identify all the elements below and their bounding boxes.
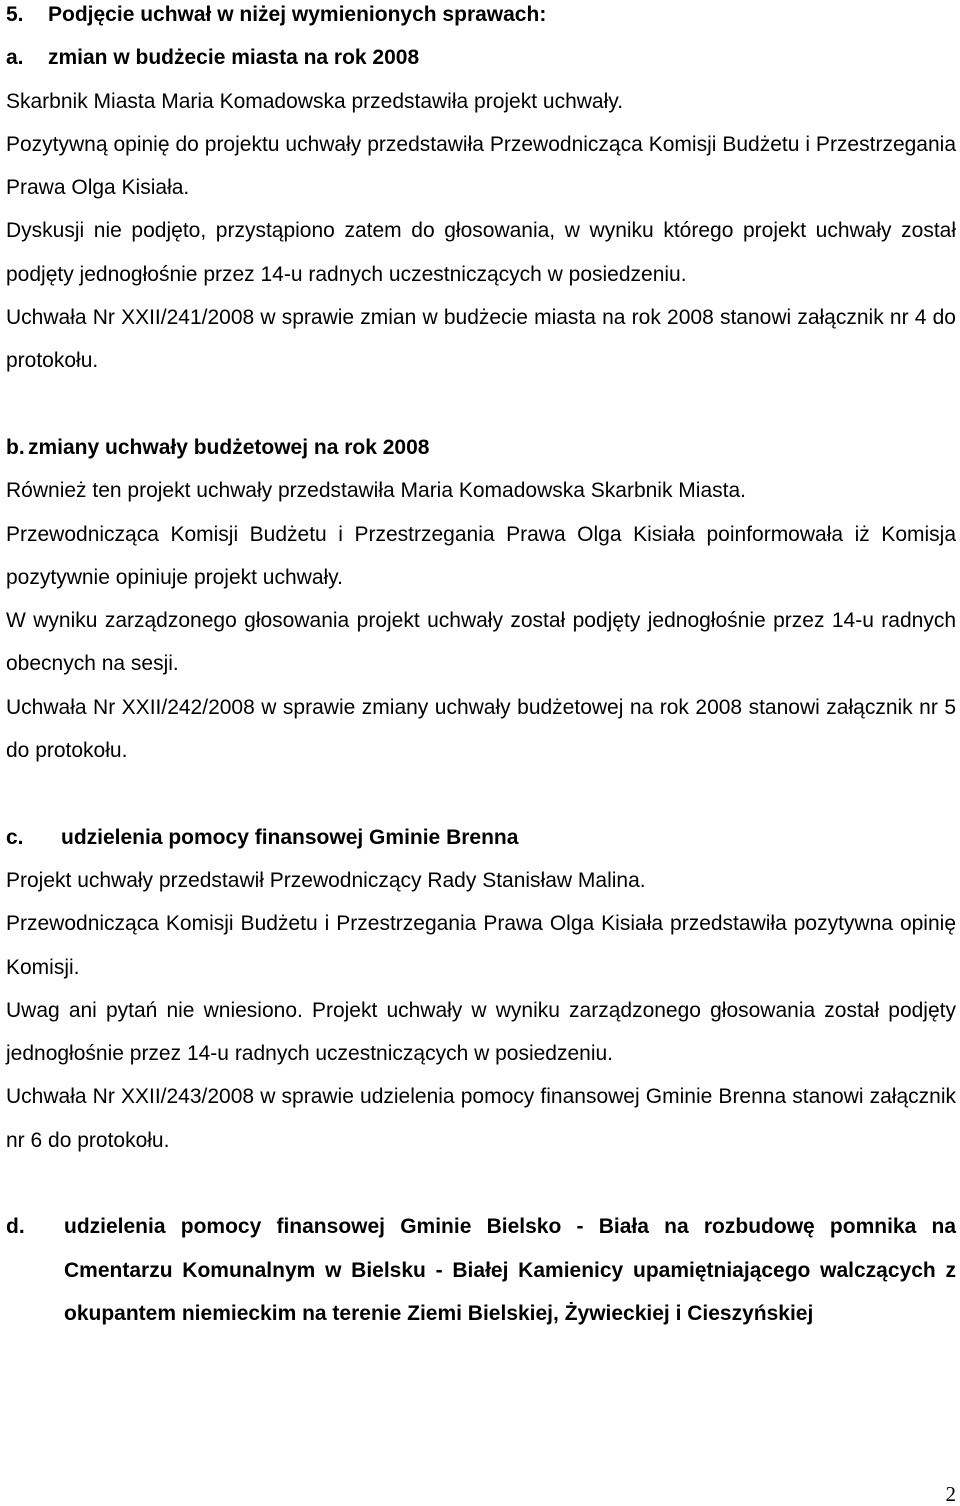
item-b-title: zmiany uchwały budżetowej na rok 2008 <box>28 435 430 459</box>
item-b-paragraph-3: W wyniku zarządzonego głosowania projekt uchwały został podjęty jednogłośnie przez 14-u radnych obecnych na sesji. <box>6 609 956 676</box>
spacer <box>6 772 956 815</box>
item-c-paragraph-2: Przewodnicząca Komisji Budżetu i Przestrzegania Prawa Olga Kisiała przedstawiła pozytywna opinię Komisji. <box>6 912 956 979</box>
item-a-paragraph-1: Skarbnik Miasta Maria Komadowska przedstawiła projekt uchwały. <box>6 89 624 113</box>
section-5-heading <box>6 0 956 36</box>
item-b-paragraph-1: Również ten projekt uchwały przedstawiła Maria Komadowska Skarbnik Miasta. <box>6 479 746 503</box>
item-c-paragraph-4: Uchwała Nr XXII/243/2008 w sprawie udzielenia pomocy finansowej Gminie Brenna stanowi załącznik nr 6 do protokołu. <box>6 1085 956 1152</box>
item-c-paragraph-3: Uwag ani pytań nie wniesiono. Projekt uchwały w wyniku zarządzonego głosowania został podjęty jednogłośnie przez 14-u radnych uczestniczących w posiedzeniu. <box>6 998 956 1066</box>
item-c-heading <box>6 816 956 859</box>
item-c-title: udzielenia pomocy finansowej Gminie Brenna <box>61 825 519 849</box>
item-a-title: zmian w budżecie miasta na rok 2008 <box>48 46 420 70</box>
item-a-marker: a. <box>6 46 24 70</box>
item-b-paragraph-2: Przewodnicząca Komisji Budżetu i Przestrzegania Prawa Olga Kisiała poinformowała iż Komisja pozytywnie opiniuje projekt uchwały. <box>6 522 956 589</box>
item-d-heading <box>6 1205 956 1335</box>
item-a-heading <box>6 36 956 79</box>
item-d-title: udzielenia pomocy finansowej Gminie Bielsko - Biała na rozbudowę pomnika na Cmentarzu Komunalnym w Bielsku - Białej Kamienicy upamiętniającego walczących z okupantem niemieckim na terenie Ziemi Bielskiej, Żywieckiej i Cieszyńskiej <box>64 1215 956 1325</box>
item-d-marker: d. <box>6 1215 25 1239</box>
document-body <box>6 0 956 1335</box>
item-c-marker: c. <box>6 825 24 849</box>
item-a-paragraph-3: Dyskusji nie podjęto, przystąpiono zatem do głosowania, w wyniku którego projekt uchwały został podjęty jednogłośnie przez 14-u radnych uczestniczących w posiedzeniu. <box>6 219 956 286</box>
item-b-heading <box>6 426 956 469</box>
spacer <box>6 383 956 426</box>
spacer <box>6 1162 956 1205</box>
item-a-paragraph-2: Pozytywną opinię do projektu uchwały przedstawiła Przewodnicząca Komisji Budżetu i Przestrzegania Prawa Olga Kisiała. <box>6 132 956 200</box>
item-a-paragraph-4: Uchwała Nr XXII/241/2008 w sprawie zmian w budżecie miasta na rok 2008 stanowi załącznik nr 4 do protokołu. <box>6 306 956 373</box>
section-number: 5. <box>6 3 24 26</box>
item-b-paragraph-4: Uchwała Nr XXII/242/2008 w sprawie zmiany uchwały budżetowej na rok 2008 stanowi załącznik nr 5 do protokołu. <box>6 695 956 763</box>
item-c-paragraph-1: Projekt uchwały przedstawił Przewodniczący Rady Stanisław Malina. <box>6 868 646 892</box>
item-b-marker: b. <box>6 435 25 459</box>
section-title: Podjęcie uchwał w niżej wymienionych sprawach: <box>48 3 547 26</box>
page-number: 2 <box>945 1482 956 1506</box>
